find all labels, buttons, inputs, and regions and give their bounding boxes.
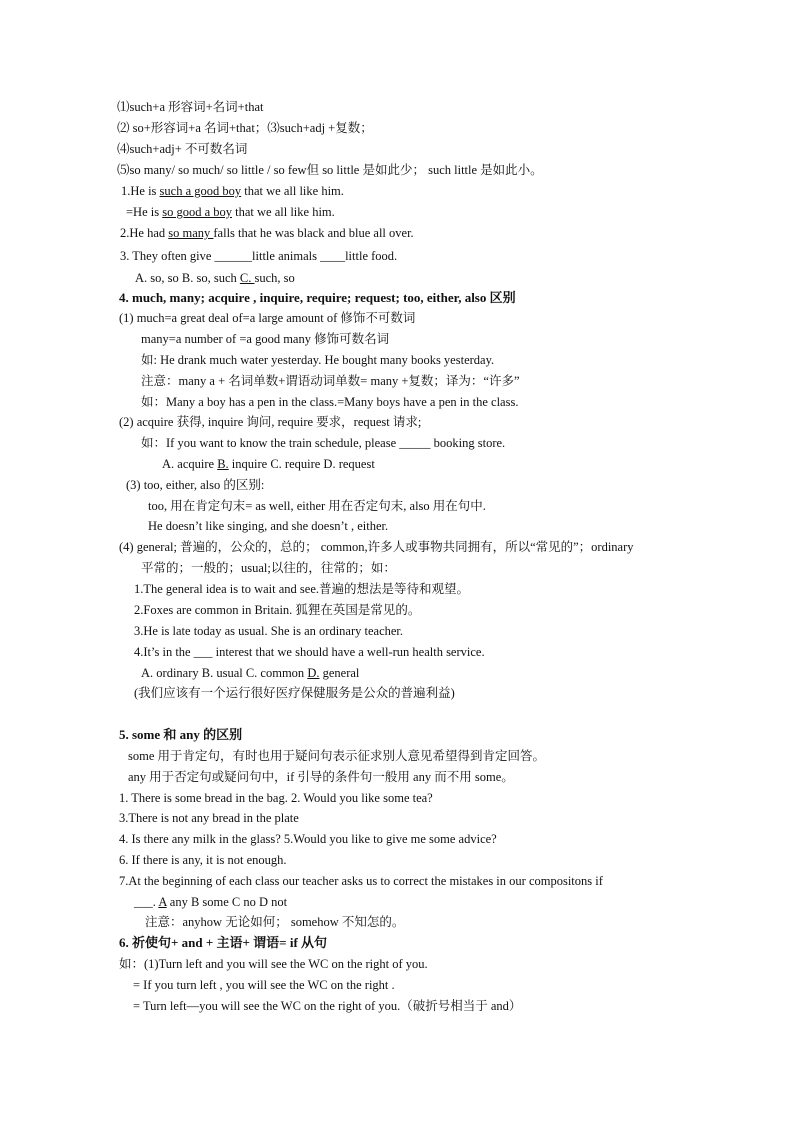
s4-p4g-options: A. ordinary B. usual C. common D. general xyxy=(141,666,360,680)
s4-p2c-options: A. acquire B. inquire C. require D. request xyxy=(162,457,375,471)
s5-l3: 1. There is some bread in the bag. 2. Would you like some tea? xyxy=(119,791,433,805)
s4-p3c: He doesn’t like singing, and she doesn’t , either. xyxy=(148,519,389,533)
s4-p2: (2) acquire 获得, inquire 询问, require 要求，request 请求; xyxy=(119,415,422,429)
s4-p3b: too, 用在肯定句末= as well, either 用在否定句末, also 用在句中. xyxy=(148,499,486,513)
s5-l4: 3.There is not any bread in the plate xyxy=(119,811,299,825)
s5-l2: any 用于否定句或疑问句中，if 引导的条件句一般用 any 而不用 some。 xyxy=(128,770,514,784)
s4-p4: (4) general; 普遍的，公众的，总的； common,许多人或事物共同拥有，所以“常见的”；ordinary xyxy=(119,540,634,554)
s4-p4e: 3.He is late today as usual. She is an ordinary teacher. xyxy=(134,624,404,638)
s4-p1b: many=a number of =a good many 修饰可数名词 xyxy=(141,332,390,346)
rule-line-3: ⑷such+adj+ 不可数名词 xyxy=(117,142,248,156)
s4-p4c: 1.The general idea is to wait and see.普遍的想法是等待和观望。 xyxy=(134,582,469,596)
s5-l1: some 用于肯定句，有时也用于疑问句表示征求别人意见希望得到肯定回答。 xyxy=(128,749,546,763)
s4-p4b: 平常的；一般的；usual;以往的，往常的；如： xyxy=(141,561,396,575)
example-3: 2.He had so many falls that he was black and blue all over. xyxy=(120,226,414,240)
s5-l8-options: ___. A any B some C no D not xyxy=(134,895,288,909)
exercise-1-options: A. so, so B. so, such C. such, so xyxy=(135,271,295,285)
s4-p4h: (我们应该有一个运行很好医疗保健服务是公众的普遍利益) xyxy=(134,686,455,700)
s6-l3: = Turn left—you will see the WC on the right of you.（破折号相当于 and） xyxy=(133,999,522,1013)
s6-l2: = If you turn left , you will see the WC on the right . xyxy=(133,978,395,992)
s5-l7: 7.At the beginning of each class our teacher asks us to correct the mistakes in our compositons if xyxy=(119,874,603,888)
s4-p1e: 如：Many a boy has a pen in the class.=Many boys have a pen in the class. xyxy=(141,395,519,409)
exercise-1: 3. They often give ______little animals ____little food. xyxy=(120,249,398,263)
s4-p1c: 如: He drank much water yesterday. He bought many books yesterday. xyxy=(141,353,495,367)
s5-l6: 6. If there is any, it is not enough. xyxy=(119,853,287,867)
s4-p1: (1) much=a great deal of=a large amount of 修饰不可数词 xyxy=(119,311,416,325)
s4-p2b: 如：If you want to know the train schedule, please _____ booking store. xyxy=(141,436,506,450)
s5-l5: 4. Is there any milk in the glass? 5.Would you like to give me some advice? xyxy=(119,832,497,846)
section-4-title: 4. much, many; acquire , inquire, require; request; too, either, also 区别 xyxy=(119,290,516,305)
s6-l1: 如：(1)Turn left and you will see the WC on the right of you. xyxy=(119,957,428,971)
section-5-title: 5. some 和 any 的区别 xyxy=(119,727,243,742)
s4-p3: (3) too, either, also 的区别: xyxy=(126,478,265,492)
example-1: 1.He is such a good boy that we all like him. xyxy=(121,184,344,198)
s4-p1d: 注意：many a + 名词单数+谓语动词单数= many +复数；译为：“许多” xyxy=(141,374,520,388)
rule-line-2: ⑵ so+形容词+a 名词+that；⑶such+adj +复数； xyxy=(117,121,373,135)
s4-p4f: 4.It’s in the ___ interest that we should have a well-run health service. xyxy=(134,645,485,659)
rule-line-4: ⑸so many/ so much/ so little / so few但 so little 是如此少； such little 是如此小。 xyxy=(117,163,543,177)
rule-line-1: ⑴such+a 形容词+名词+that xyxy=(117,100,264,114)
example-2: =He is so good a boy that we all like him. xyxy=(126,205,335,219)
section-6-title: 6. 祈使句+ and + 主语+ 谓语= if 从句 xyxy=(119,935,328,950)
s4-p4d: 2.Foxes are common in Britain. 狐狸在英国是常见的。 xyxy=(134,603,421,617)
s5-l9: 注意：anyhow 无论如何； somehow 不知怎的。 xyxy=(145,915,405,929)
